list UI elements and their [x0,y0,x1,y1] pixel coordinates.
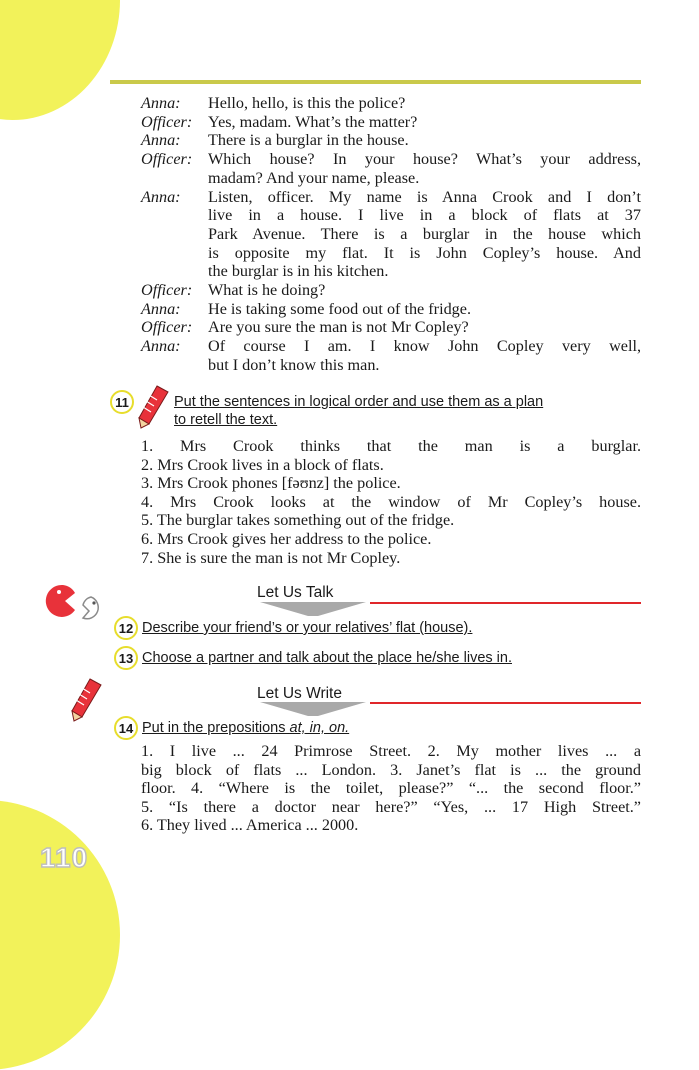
dialogue-entry [141,188,641,282]
speech [208,300,641,319]
section-arrow-write [260,702,366,716]
exercise-line: 6. They lived ... America ... 2000. [141,816,359,835]
task-14-instruction [142,719,349,737]
dialogue-entry [141,131,641,150]
speech [208,131,641,150]
speaker-label: Anna: [141,337,181,356]
section-arrow-talk [260,602,366,616]
task-14-number-badge: 14 [114,716,138,740]
speech [208,150,641,187]
exercise-line: 1. I live ... 24 Primrose Street. 2. My mother lives ... a [141,742,641,760]
speech-line: live in a house. I live in a block of flats at 37 [208,206,641,225]
decorative-yellow-circle-bottom [0,800,120,1070]
speech-line: Park Avenue. There is a burglar in the house which [208,224,641,243]
list-item: 1. Mrs Crook thinks that the man is a burglar. [141,437,641,455]
speech-line: is opposite my flat. It is John Copley’s house. And [208,243,641,262]
section-rule-write [370,702,641,704]
speech-line: Listen, officer. My name is Anna Crook and I don’t [208,187,641,206]
task-12-instruction: Describe your friend’s or your relatives’ flat (house). [142,620,473,636]
dialogue-entry [141,281,641,300]
list-item: 2. Mrs Crook lives in a block of flats. [141,455,384,474]
list-item: 4. Mrs Crook looks at the window of Mr Copley’s house. [141,492,641,511]
list-item: 3. Mrs Crook phones [fəʊnz] the police. [141,474,401,493]
dialogue-entry [141,318,641,337]
dialogue-entry [141,113,641,132]
speech-line: There is a burglar in the house. [208,131,409,150]
section-heading-talk: Let Us Talk [257,584,334,601]
list-item: 5. The burglar takes something out of the fridge. [141,511,455,530]
section-heading-write: Let Us Write [257,685,342,702]
list-item: 6. Mrs Crook gives her address to the police. [141,529,432,548]
section-rule-talk [370,602,641,604]
page-number: 110 [40,842,89,873]
speaker-label: Officer: [141,281,193,300]
speech [208,188,641,282]
speech-line: madam? And your name, please. [208,168,420,187]
task-14-prepositions: at, in, on. [289,720,350,736]
speech-line: but I don’t know this man. [208,355,380,374]
speech-line: He is taking some food out of the fridge. [208,299,471,318]
pencil-icon [68,676,104,722]
task-14-text: Put in the prepositions [142,720,290,736]
exercise-line: big block of flats ... London. 3. Janet’s flat is ... the ground [141,760,641,779]
task-11-sentence-list [141,437,641,567]
task-11-number-badge: 11 [110,390,134,414]
speech [208,318,641,337]
dialogue-entry [141,150,641,187]
task-11-instruction [174,393,543,429]
speech-line: the burglar is in his kitchen. [208,262,389,281]
pencil-icon [135,383,171,429]
top-rule [110,80,641,84]
dialogue-entry [141,94,641,113]
speaker-label: Anna: [141,131,181,150]
speech-line: Hello, hello, is this the police? [208,94,406,112]
speech [208,113,641,132]
speaker-label: Anna: [141,187,181,206]
speaker-label: Anna: [141,94,181,112]
speaker-label: Officer: [141,112,193,131]
speech-line: Of course I am. I know John Copley very well, [208,337,641,356]
speech-line: Which house? In your house? What’s your address, [208,150,641,169]
dialogue [141,94,641,375]
exercise-line: 5. “Is there a doctor near here?” “Yes, ... 17 High Street.” [141,797,641,816]
speech-line: What is he doing? [208,281,326,300]
decorative-yellow-circle-top [0,0,120,120]
dialogue-entry [141,337,641,374]
speech-line: Yes, madam. What’s the matter? [208,112,418,131]
speech-line: Are you sure the man is not Mr Copley? [208,318,469,337]
task-13-instruction: Choose a partner and talk about the place he/she lives in. [142,650,512,666]
speaker-label: Officer: [141,318,193,337]
list-item: 7. She is sure the man is not Mr Copley. [141,548,401,567]
task-14-exercise [141,742,641,835]
talking-faces-icon [45,583,103,623]
task-13-number-badge: 13 [114,646,138,670]
exercise-line: floor. 4. “Where is the toilet, please?” “... the second floor.” [141,779,641,798]
speech [208,281,641,300]
task-11-line-1: Put the sentences in logical order and use them as a plan [174,394,544,410]
speech [208,337,641,374]
task-11-line-2: to retell the text. [174,412,278,428]
dialogue-entry [141,300,641,319]
speaker-label: Anna: [141,299,181,318]
speaker-label: Officer: [141,150,193,169]
speech [208,94,641,113]
task-12-number-badge: 12 [114,616,138,640]
